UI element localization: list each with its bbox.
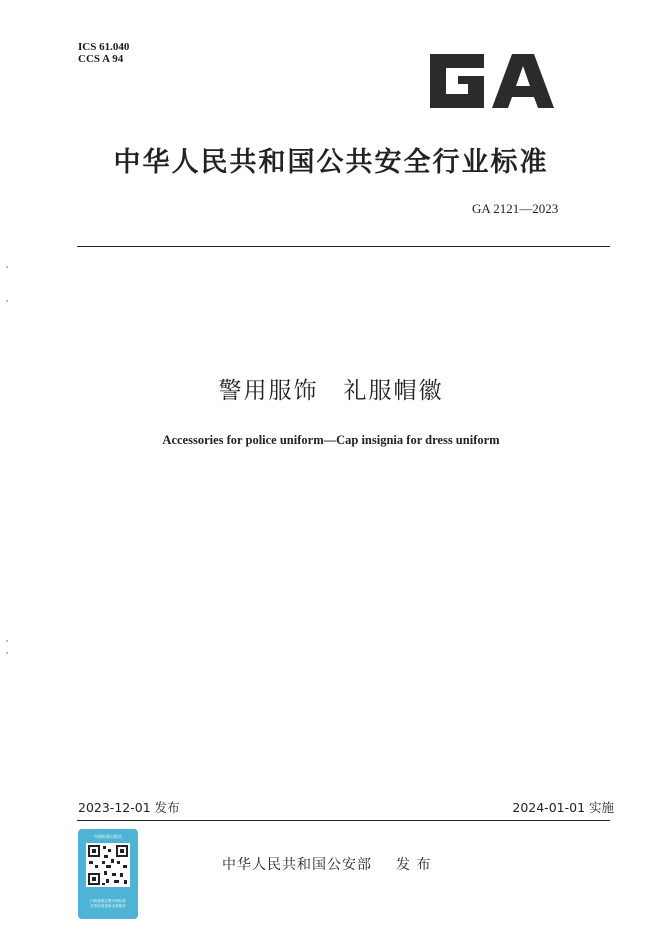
qr-card-header: 中国标准出版社 [94, 834, 122, 839]
issue-date: 2023-12-01 发布 [78, 800, 180, 815]
implementation-date: 2024-01-01 实施 [512, 800, 614, 815]
ccs-code: CCS A 94 [78, 53, 124, 65]
issuer-action: 发 布 [396, 857, 432, 873]
scan-artifact [6, 640, 8, 642]
chinese-title: 警用服饰 礼服帽徽 [218, 378, 444, 404]
qr-code-icon [86, 843, 130, 887]
ics-code: ICS 61.040 [78, 41, 130, 53]
divider-top [77, 246, 610, 247]
divider-bottom [77, 820, 610, 821]
qr-card-footer-line1: 扫码查看注册中国标准 [90, 899, 126, 903]
classification-codes [78, 41, 129, 65]
ga-logo-text: GA [426, 48, 428, 49]
scan-artifact [6, 652, 8, 654]
qr-code-card[interactable] [78, 829, 138, 919]
issuer [222, 854, 431, 874]
scan-artifact [6, 300, 8, 302]
ga-logo [426, 48, 556, 114]
qr-card-footer-line2: 享受标准更新全套服务 [90, 904, 126, 908]
standard-number: GA 2121—2023 [472, 201, 559, 216]
scan-artifact [6, 266, 8, 268]
standard-category: 中华人民共和国公共安全行业标准 [113, 147, 549, 178]
english-title: Accessories for police uniform—Cap insignia for dress uniform [162, 433, 500, 447]
issuer-name: 中华人民共和国公安部 [222, 857, 372, 873]
qr-card-footer [78, 899, 138, 909]
